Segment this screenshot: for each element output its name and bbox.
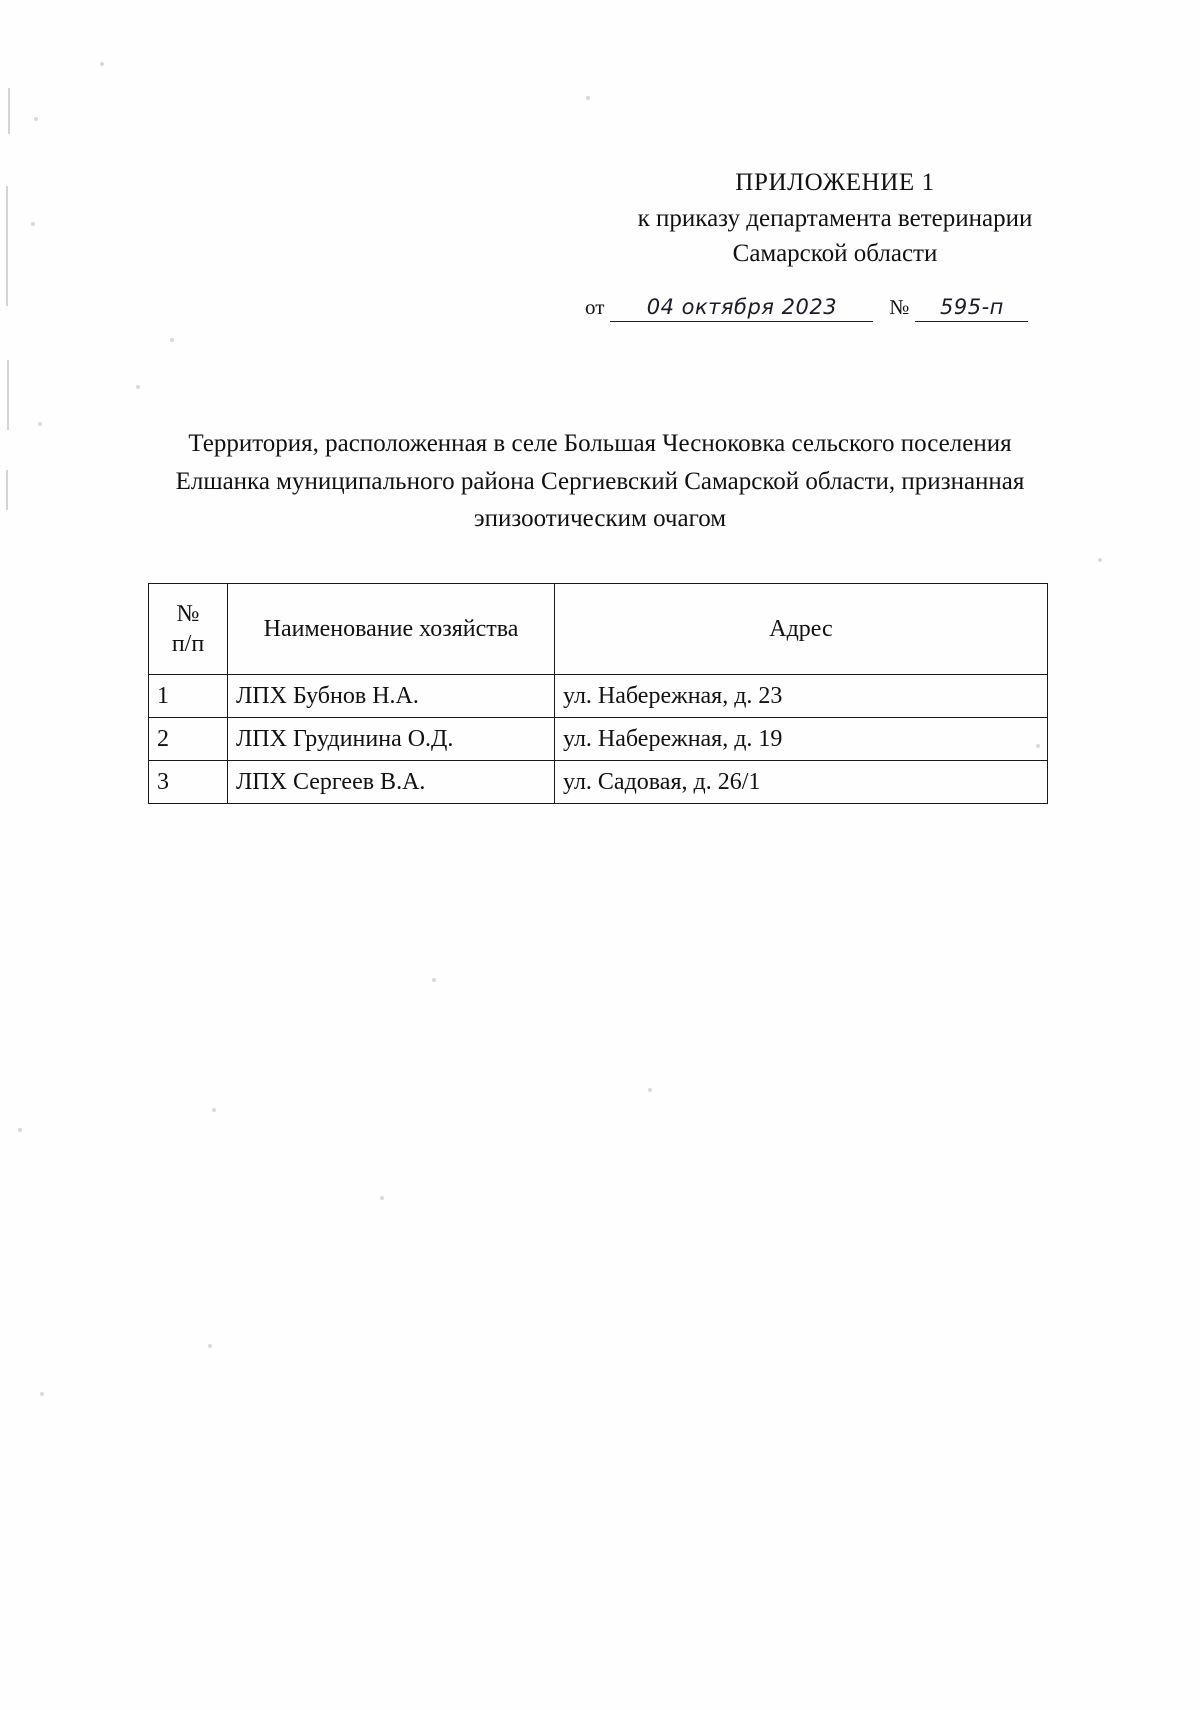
number-label: № xyxy=(889,295,910,319)
table-row xyxy=(149,761,1048,804)
appendix-region-line: Самарской области xyxy=(732,240,938,267)
header-cell-number xyxy=(149,584,228,675)
scan-edge-artifact xyxy=(7,360,9,430)
scan-speck xyxy=(208,1344,212,1348)
scan-speck xyxy=(18,1128,22,1132)
table-row xyxy=(149,675,1048,718)
cell-address: ул. Набережная, д. 23 xyxy=(555,675,1048,718)
scan-speck xyxy=(586,96,590,100)
order-date-row xyxy=(585,295,1055,322)
header-cell-name: Наименование хозяйства xyxy=(228,584,555,675)
scan-speck xyxy=(1098,558,1102,562)
scan-speck xyxy=(170,338,174,342)
appendix-order-line: к приказу департамента ветеринарии xyxy=(637,204,1033,232)
appendix-header xyxy=(600,165,1070,272)
header-cell-address: Адрес xyxy=(555,584,1048,675)
order-number-value: 595-п xyxy=(915,295,1028,322)
scan-speck xyxy=(380,1196,384,1200)
farms-table xyxy=(148,583,1048,804)
order-date-value: 04 октября 2023 xyxy=(610,295,873,322)
scan-speck xyxy=(136,385,140,389)
from-label: от xyxy=(585,295,605,319)
cell-number: 1 xyxy=(149,675,228,718)
scan-edge-artifact xyxy=(8,88,10,134)
scan-speck xyxy=(31,222,35,226)
scan-speck xyxy=(38,422,42,426)
scan-speck xyxy=(212,1108,216,1112)
table-row xyxy=(149,718,1048,761)
cell-address: ул. Садовая, д. 26/1 xyxy=(555,761,1048,804)
cell-address: ул. Набережная, д. 19 xyxy=(555,718,1048,761)
scan-speck xyxy=(648,1088,652,1092)
scan-speck xyxy=(40,1392,44,1396)
table-body xyxy=(149,675,1048,804)
cell-name: ЛПХ Сергеев В.А. xyxy=(228,761,555,804)
cell-number: 3 xyxy=(149,761,228,804)
scan-speck xyxy=(432,978,436,982)
scan-speck xyxy=(34,117,38,121)
table-header-row xyxy=(149,584,1048,675)
appendix-title: ПРИЛОЖЕНИЕ 1 xyxy=(735,169,935,196)
scan-speck xyxy=(100,62,104,66)
cell-number: 2 xyxy=(149,718,228,761)
document-title: Территория, расположенная в селе Большая Чесноковка сельского поселения Елшанка муниципального района Сергиевский Самарской области, признанная эпизоотическим очагом xyxy=(175,430,1025,532)
header-number-line2: п/п xyxy=(171,631,205,657)
scan-edge-artifact xyxy=(6,186,8,306)
scan-edge-artifact xyxy=(6,470,8,510)
cell-name: ЛПХ Грудинина О.Д. xyxy=(228,718,555,761)
header-number-line1: № xyxy=(176,601,200,627)
cell-name: ЛПХ Бубнов Н.А. xyxy=(228,675,555,718)
